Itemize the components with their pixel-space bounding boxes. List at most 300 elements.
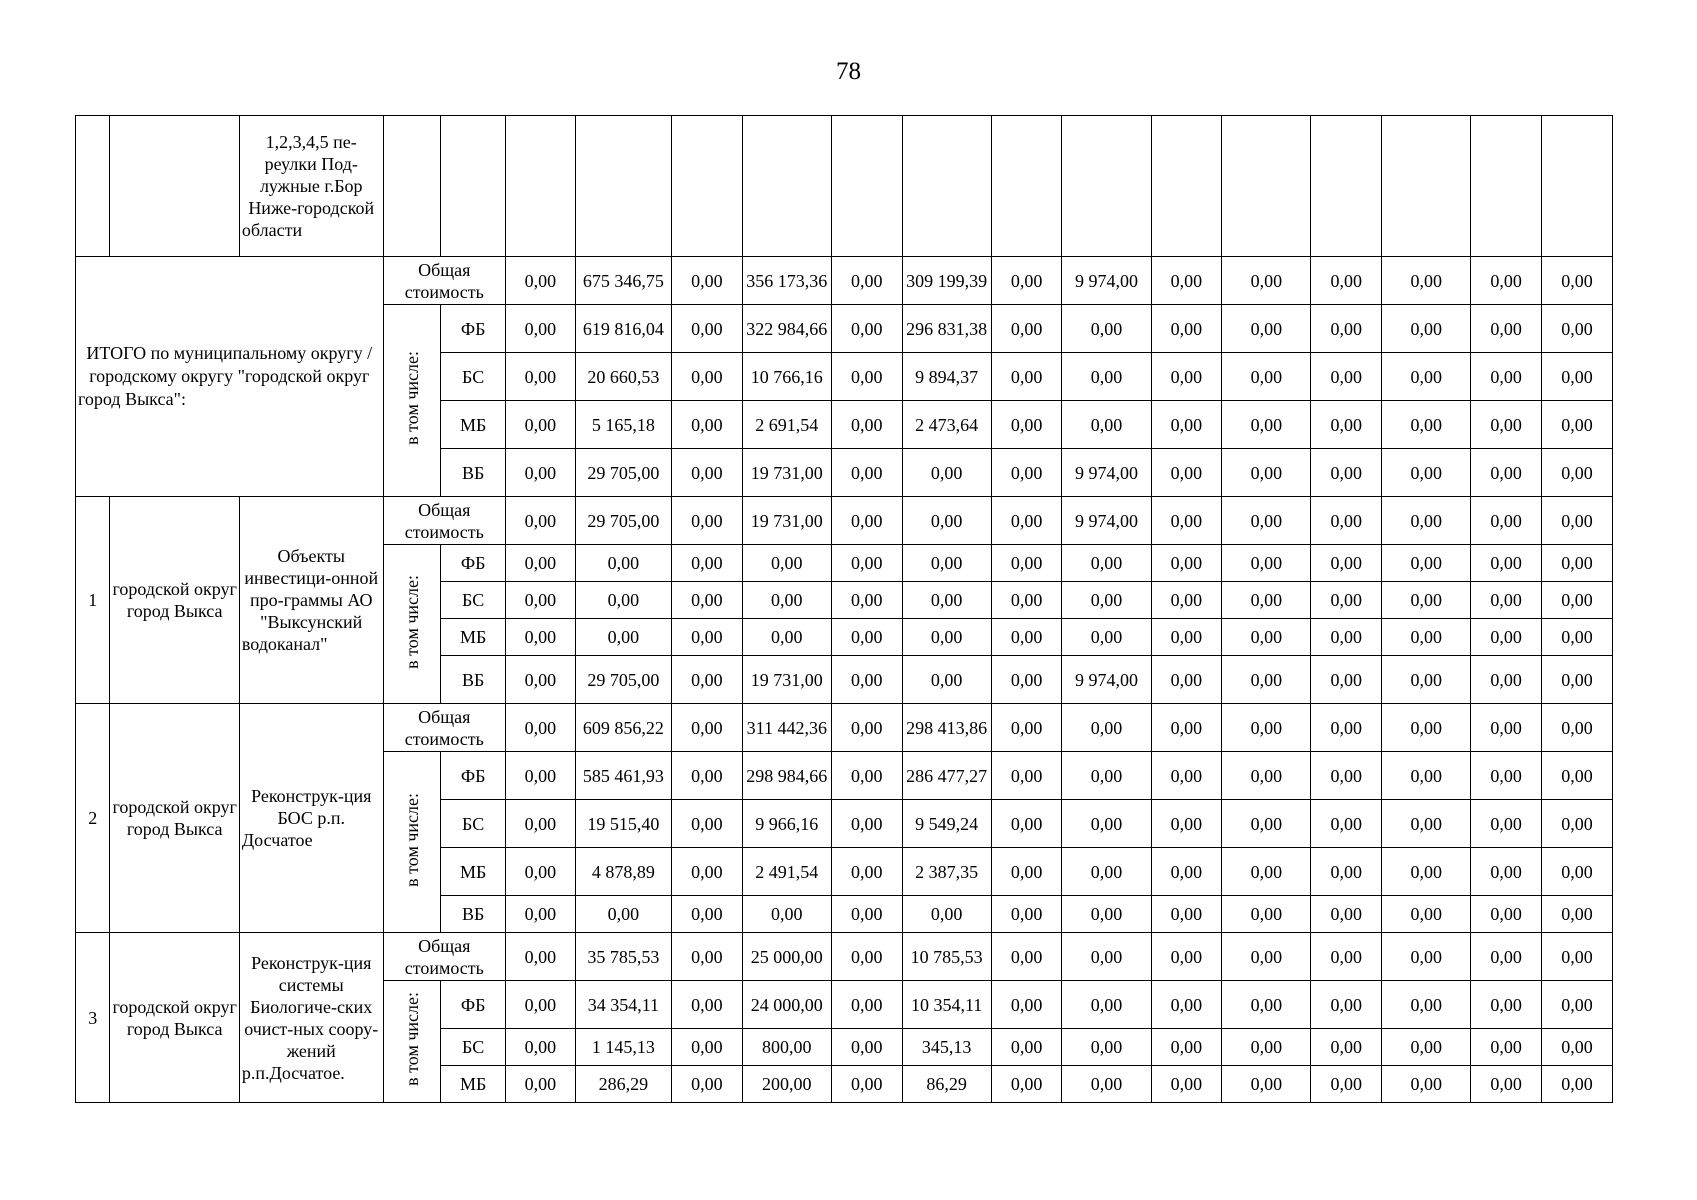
value-cell: 0,00 [831,1029,902,1066]
value-cell: 0,00 [1542,1029,1613,1066]
value-cell: 0,00 [671,656,742,704]
value-cell: 0,00 [991,257,1062,305]
value-cell: 0,00 [1542,305,1613,353]
value-cell: 286,29 [575,1066,671,1103]
value-cell: 0,00 [1471,981,1542,1029]
value-cell: 0,00 [1471,449,1542,497]
entry-number: 1 [76,497,110,704]
value-cell: 0,00 [831,981,902,1029]
value-cell: 0,00 [991,582,1062,619]
value-cell: 0,00 [991,619,1062,656]
value-cell: 9 974,00 [1062,497,1151,545]
value-cell: 4 878,89 [575,848,671,896]
value-cell: 0,00 [1062,353,1151,401]
value-cell: 19 731,00 [742,449,831,497]
value-cell: 619 816,04 [575,305,671,353]
value-cell: 0,00 [1222,933,1311,981]
value-cell: 0,00 [1311,497,1382,545]
value-cell: 0,00 [1471,257,1542,305]
value-cell: 0,00 [671,305,742,353]
value-cell: 0,00 [831,800,902,848]
including-label [383,305,441,497]
value-cell: 0,00 [1382,704,1471,752]
empty-cell [383,116,441,257]
table-row [76,933,1613,981]
value-cell: 0,00 [831,896,902,933]
value-cell: 0,00 [671,582,742,619]
value-cell: 0,00 [1151,582,1222,619]
value-cell: 0,00 [1062,704,1151,752]
value-cell: 0,00 [831,619,902,656]
value-cell: 0,00 [1311,800,1382,848]
table-row [76,497,1613,545]
value-cell: 0,00 [1222,497,1311,545]
value-cell: 0,00 [1222,1066,1311,1103]
entry-number: 2 [76,704,110,933]
value-cell: 0,00 [506,545,576,582]
value-cell: 29 705,00 [575,656,671,704]
total-label: ИТОГО по муниципальному округу / городскому округу "городской округ город Выкса": [76,257,384,497]
value-cell: 0,00 [831,933,902,981]
value-cell: 9 974,00 [1062,257,1151,305]
value-cell: 800,00 [742,1029,831,1066]
empty-cell [1151,116,1222,257]
value-cell: 0,00 [1062,545,1151,582]
value-cell: 0,00 [1382,401,1471,449]
empty-cell [110,116,240,257]
value-cell: 0,00 [1542,752,1613,800]
value-cell: 0,00 [991,704,1062,752]
value-cell: 0,00 [671,896,742,933]
value-cell: 29 705,00 [575,497,671,545]
value-cell: 0,00 [1222,257,1311,305]
value-cell: 0,00 [1311,1066,1382,1103]
value-cell: 0,00 [1062,752,1151,800]
value-cell: 0,00 [1062,401,1151,449]
value-cell: 0,00 [902,656,991,704]
value-cell: 0,00 [1542,545,1613,582]
table-row [76,704,1613,752]
value-cell: 0,00 [671,1029,742,1066]
value-cell: 0,00 [1382,497,1471,545]
value-cell: 0,00 [1471,545,1542,582]
value-cell: 0,00 [1471,1066,1542,1103]
value-cell: 298 413,86 [902,704,991,752]
including-text: в том числе: [401,992,422,1086]
value-cell: 0,00 [1311,896,1382,933]
value-cell: 0,00 [671,545,742,582]
value-cell: 2 473,64 [902,401,991,449]
value-cell: 2 491,54 [742,848,831,896]
financing-table [75,115,1613,1103]
value-cell: 0,00 [506,800,576,848]
value-cell: 0,00 [742,619,831,656]
value-cell: 0,00 [1311,545,1382,582]
value-cell: 675 346,75 [575,257,671,305]
source-label-vb: ВБ [441,656,506,704]
value-cell: 0,00 [1382,800,1471,848]
value-cell: 0,00 [575,896,671,933]
value-cell: 200,00 [742,1066,831,1103]
value-cell: 0,00 [902,896,991,933]
value-cell: 0,00 [506,1029,576,1066]
value-cell: 0,00 [742,545,831,582]
value-cell: 0,00 [1151,1066,1222,1103]
value-cell: 0,00 [671,449,742,497]
value-cell: 0,00 [1151,497,1222,545]
value-cell: 2 387,35 [902,848,991,896]
value-cell: 0,00 [1542,704,1613,752]
page-number: 78 [836,58,861,85]
value-cell: 0,00 [506,619,576,656]
value-cell: 0,00 [1062,1066,1151,1103]
value-cell: 0,00 [1222,981,1311,1029]
total-cost-label: Общая стоимость [383,933,505,981]
value-cell: 0,00 [1311,257,1382,305]
value-cell: 0,00 [1542,1066,1613,1103]
value-cell: 0,00 [831,497,902,545]
value-cell: 0,00 [1471,1029,1542,1066]
value-cell: 0,00 [506,582,576,619]
value-cell: 0,00 [1311,449,1382,497]
value-cell: 0,00 [1382,582,1471,619]
source-label-bs: БС [441,353,506,401]
empty-cell [1471,116,1542,257]
value-cell: 0,00 [1382,933,1471,981]
value-cell: 0,00 [671,800,742,848]
value-cell: 585 461,93 [575,752,671,800]
empty-cell [742,116,831,257]
value-cell: 0,00 [506,848,576,896]
value-cell: 0,00 [671,619,742,656]
object-name: Реконструк-ция БОС р.п. Досчатое [239,704,383,933]
value-cell: 9 966,16 [742,800,831,848]
source-label-fb: ФБ [441,305,506,353]
value-cell: 0,00 [831,1066,902,1103]
value-cell: 0,00 [1311,848,1382,896]
district-name: городской округ город Выкса [110,704,240,933]
value-cell: 0,00 [831,257,902,305]
value-cell: 286 477,27 [902,752,991,800]
value-cell: 0,00 [902,545,991,582]
total-cost-label: Общая стоимость [383,704,505,752]
empty-cell [575,116,671,257]
value-cell: 0,00 [506,401,576,449]
value-cell: 9 549,24 [902,800,991,848]
value-cell: 0,00 [991,1066,1062,1103]
value-cell: 0,00 [991,981,1062,1029]
value-cell: 0,00 [1151,848,1222,896]
source-label-mb: МБ [441,1066,506,1103]
value-cell: 0,00 [1222,401,1311,449]
value-cell: 0,00 [1062,582,1151,619]
value-cell: 311 442,36 [742,704,831,752]
value-cell: 0,00 [1542,896,1613,933]
value-cell: 10 785,53 [902,933,991,981]
value-cell: 24 000,00 [742,981,831,1029]
value-cell: 0,00 [831,401,902,449]
value-cell: 86,29 [902,1066,991,1103]
value-cell: 20 660,53 [575,353,671,401]
value-cell: 0,00 [1382,896,1471,933]
object-name: Реконструк-ция системы Биологиче-ских очист-ных соору-жений р.п.Досчатое. [239,933,383,1103]
value-cell: 29 705,00 [575,449,671,497]
value-cell: 0,00 [991,800,1062,848]
district-name: городской округ город Выкса [110,497,240,704]
value-cell: 0,00 [991,305,1062,353]
value-cell: 19 515,40 [575,800,671,848]
value-cell: 0,00 [671,848,742,896]
empty-cell [506,116,576,257]
value-cell: 9 974,00 [1062,449,1151,497]
value-cell: 0,00 [671,704,742,752]
value-cell: 0,00 [506,981,576,1029]
empty-cell [1222,116,1311,257]
value-cell: 0,00 [1222,305,1311,353]
value-cell: 0,00 [1062,896,1151,933]
value-cell: 0,00 [991,401,1062,449]
value-cell: 0,00 [1151,257,1222,305]
value-cell: 298 984,66 [742,752,831,800]
value-cell: 0,00 [991,497,1062,545]
value-cell: 0,00 [1542,353,1613,401]
value-cell: 0,00 [1542,257,1613,305]
table-row [76,116,1613,257]
empty-cell [76,116,110,257]
value-cell: 0,00 [671,1066,742,1103]
value-cell: 0,00 [1311,656,1382,704]
value-cell: 0,00 [991,933,1062,981]
object-name: Объекты инвестици-онной про-граммы АО "Выксунский водоканал" [239,497,383,704]
value-cell: 34 354,11 [575,981,671,1029]
value-cell: 0,00 [1062,305,1151,353]
value-cell: 0,00 [671,401,742,449]
value-cell: 0,00 [1311,933,1382,981]
value-cell: 0,00 [1542,656,1613,704]
value-cell: 0,00 [1471,704,1542,752]
empty-cell [1062,116,1151,257]
source-label-bs: БС [441,1029,506,1066]
value-cell: 0,00 [1542,933,1613,981]
value-cell: 0,00 [1151,800,1222,848]
value-cell: 0,00 [1311,401,1382,449]
value-cell: 0,00 [1382,752,1471,800]
value-cell: 345,13 [902,1029,991,1066]
value-cell: 0,00 [1311,353,1382,401]
value-cell: 0,00 [1542,497,1613,545]
empty-cell [902,116,991,257]
value-cell: 0,00 [1382,1066,1471,1103]
total-cost-label: Общая стоимость [383,497,505,545]
value-cell: 2 691,54 [742,401,831,449]
total-cost-label: Общая стоимость [383,257,505,305]
value-cell: 25 000,00 [742,933,831,981]
source-label-mb: МБ [441,619,506,656]
value-cell: 0,00 [1471,656,1542,704]
value-cell: 0,00 [1311,981,1382,1029]
source-label-bs: БС [441,582,506,619]
value-cell: 0,00 [831,848,902,896]
value-cell: 0,00 [1542,800,1613,848]
value-cell: 0,00 [1542,848,1613,896]
value-cell: 296 831,38 [902,305,991,353]
value-cell: 0,00 [1151,619,1222,656]
value-cell: 0,00 [1151,656,1222,704]
value-cell: 356 173,36 [742,257,831,305]
source-label-bs: БС [441,800,506,848]
value-cell: 0,00 [575,545,671,582]
value-cell: 19 731,00 [742,497,831,545]
value-cell: 0,00 [1382,545,1471,582]
empty-cell [1542,116,1613,257]
including-label [383,752,441,933]
source-label-mb: МБ [441,848,506,896]
including-text: в том числе: [401,351,422,445]
value-cell: 322 984,66 [742,305,831,353]
value-cell: 0,00 [1382,656,1471,704]
value-cell: 0,00 [1382,257,1471,305]
value-cell: 0,00 [1222,848,1311,896]
value-cell: 0,00 [831,656,902,704]
value-cell: 0,00 [671,497,742,545]
value-cell: 5 165,18 [575,401,671,449]
value-cell: 0,00 [506,656,576,704]
value-cell: 0,00 [1062,981,1151,1029]
value-cell: 0,00 [902,582,991,619]
value-cell: 0,00 [1471,497,1542,545]
value-cell: 0,00 [991,656,1062,704]
value-cell: 0,00 [1222,800,1311,848]
value-cell: 0,00 [991,752,1062,800]
including-text: в том числе: [401,792,422,887]
value-cell: 0,00 [1542,449,1613,497]
value-cell: 0,00 [1222,1029,1311,1066]
value-cell: 0,00 [1471,401,1542,449]
value-cell: 9 974,00 [1062,656,1151,704]
value-cell: 0,00 [1222,656,1311,704]
value-cell: 0,00 [506,497,576,545]
value-cell: 0,00 [506,353,576,401]
value-cell: 309 199,39 [902,257,991,305]
value-cell: 10 766,16 [742,353,831,401]
empty-cell [831,116,902,257]
including-label [383,545,441,704]
district-name: городской округ город Выкса [110,933,240,1103]
value-cell: 0,00 [1311,704,1382,752]
source-label-fb: ФБ [441,545,506,582]
value-cell: 0,00 [1382,619,1471,656]
value-cell: 0,00 [1222,353,1311,401]
value-cell: 0,00 [1222,619,1311,656]
value-cell: 0,00 [1471,896,1542,933]
value-cell: 0,00 [1151,305,1222,353]
object-name: 1,2,3,4,5 пе-реулки Под-лужные г.Бор Ниже-городской области [239,116,383,257]
value-cell: 0,00 [902,497,991,545]
value-cell: 0,00 [1471,933,1542,981]
value-cell: 0,00 [506,704,576,752]
value-cell: 0,00 [506,449,576,497]
value-cell: 609 856,22 [575,704,671,752]
value-cell: 0,00 [1311,582,1382,619]
value-cell: 0,00 [1222,545,1311,582]
value-cell: 0,00 [1471,800,1542,848]
value-cell: 0,00 [1062,619,1151,656]
value-cell: 0,00 [506,896,576,933]
value-cell: 0,00 [1471,752,1542,800]
empty-cell [671,116,742,257]
value-cell: 0,00 [831,704,902,752]
value-cell: 0,00 [831,545,902,582]
value-cell: 0,00 [1382,981,1471,1029]
value-cell: 0,00 [831,353,902,401]
value-cell: 0,00 [1151,981,1222,1029]
value-cell: 0,00 [1222,582,1311,619]
value-cell: 0,00 [671,353,742,401]
value-cell: 0,00 [1382,1029,1471,1066]
value-cell: 0,00 [991,1029,1062,1066]
table-row [76,257,1613,305]
value-cell: 0,00 [671,752,742,800]
value-cell: 0,00 [1222,704,1311,752]
empty-cell [1311,116,1382,257]
value-cell: 0,00 [1382,848,1471,896]
value-cell: 0,00 [1151,449,1222,497]
value-cell: 0,00 [575,619,671,656]
value-cell: 0,00 [1151,704,1222,752]
value-cell: 0,00 [1542,582,1613,619]
value-cell: 0,00 [1542,401,1613,449]
value-cell: 0,00 [831,305,902,353]
value-cell: 0,00 [1471,582,1542,619]
value-cell: 0,00 [1062,848,1151,896]
including-text: в том числе: [401,574,422,669]
value-cell: 0,00 [1471,619,1542,656]
value-cell: 0,00 [1151,752,1222,800]
value-cell: 0,00 [1151,545,1222,582]
value-cell: 0,00 [1151,353,1222,401]
value-cell: 0,00 [1062,933,1151,981]
value-cell: 0,00 [1311,619,1382,656]
value-cell: 0,00 [1222,449,1311,497]
value-cell: 0,00 [991,545,1062,582]
value-cell: 10 354,11 [902,981,991,1029]
value-cell: 0,00 [671,257,742,305]
value-cell: 0,00 [902,619,991,656]
value-cell: 0,00 [1062,1029,1151,1066]
value-cell: 0,00 [1222,896,1311,933]
entry-number: 3 [76,933,110,1103]
value-cell: 0,00 [575,582,671,619]
value-cell: 0,00 [831,752,902,800]
source-label-mb: МБ [441,401,506,449]
value-cell: 0,00 [1151,896,1222,933]
value-cell: 0,00 [1542,981,1613,1029]
value-cell: 0,00 [742,582,831,619]
value-cell: 0,00 [831,582,902,619]
value-cell: 0,00 [1382,449,1471,497]
value-cell: 0,00 [902,449,991,497]
value-cell: 0,00 [1151,401,1222,449]
value-cell: 0,00 [506,1066,576,1103]
value-cell: 0,00 [1542,619,1613,656]
value-cell: 0,00 [1471,353,1542,401]
value-cell: 0,00 [991,896,1062,933]
value-cell: 0,00 [1062,800,1151,848]
value-cell: 0,00 [506,933,576,981]
value-cell: 0,00 [1311,305,1382,353]
value-cell: 0,00 [671,981,742,1029]
source-label-vb: ВБ [441,449,506,497]
